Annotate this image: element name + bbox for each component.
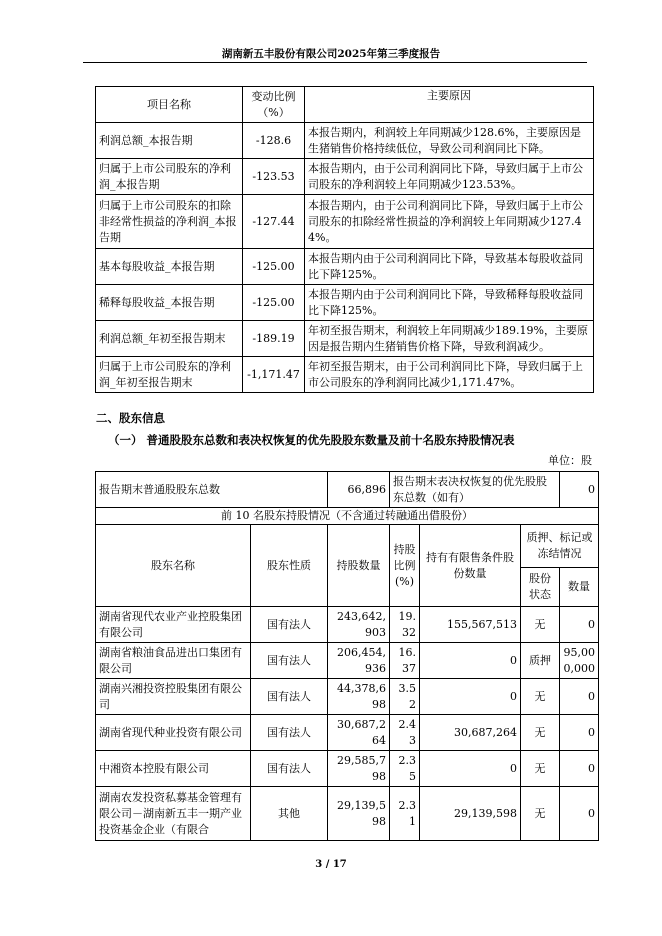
shareholder-nature: 国有法人 xyxy=(251,643,328,679)
pledge-quantity: 0 xyxy=(560,679,599,715)
share-status: 无 xyxy=(521,607,560,643)
change-ratio: -189.19 xyxy=(243,321,305,357)
shareholder-name: 湖南省现代种业投资有限公司 xyxy=(96,715,251,751)
header-shareholder-name: 股东名称 xyxy=(96,525,251,607)
header-share-percent: 持股比例(%) xyxy=(390,525,420,607)
shareholder-name: 湖南农发投资私募基金管理有限公司－湖南新五丰一期产业投资基金企业（有限合 xyxy=(96,787,251,841)
header-rule xyxy=(83,62,587,63)
section-title: 二、股东信息 xyxy=(96,411,165,425)
pledge-quantity: 0 xyxy=(560,751,599,787)
share-percent: 19.32 xyxy=(390,607,420,643)
shareholder-nature: 国有法人 xyxy=(251,607,328,643)
table-row xyxy=(96,357,594,393)
shareholder-table xyxy=(95,471,599,841)
table-row xyxy=(96,751,599,787)
shareholder-nature: 国有法人 xyxy=(251,679,328,715)
page-number: 3 / 17 xyxy=(315,859,347,870)
share-count: 44,378,698 xyxy=(328,679,390,715)
table-row xyxy=(96,123,594,159)
change-ratio: -125.00 xyxy=(243,285,305,321)
header-restricted-shares: 持有有限售条件股份数量 xyxy=(420,525,521,607)
header-share-count: 持股数量 xyxy=(328,525,390,607)
header-shareholder-nature: 股东性质 xyxy=(251,525,328,607)
share-status: 无 xyxy=(521,715,560,751)
change-ratio: -125.00 xyxy=(243,249,305,285)
share-count: 206,454,936 xyxy=(328,643,390,679)
share-percent: 2.31 xyxy=(390,787,420,841)
share-status: 无 xyxy=(521,787,560,841)
share-status: 无 xyxy=(521,679,560,715)
table-row xyxy=(96,249,594,285)
table-row xyxy=(96,285,594,321)
table-row xyxy=(96,195,594,249)
header-item-name: 项目名称 xyxy=(96,87,243,123)
share-count: 29,139,598 xyxy=(328,787,390,841)
restricted-shares: 0 xyxy=(420,679,521,715)
table-row xyxy=(96,715,599,751)
total-shareholders-label: 报告期末普通股股东总数 xyxy=(96,472,328,508)
item-name: 利润总额_年初至报告期末 xyxy=(96,321,243,357)
shareholder-name: 湖南省粮油食品进出口集团有限公司 xyxy=(96,643,251,679)
restricted-shares: 0 xyxy=(420,643,521,679)
shareholder-name: 湖南兴湘投资控股集团有限公司 xyxy=(96,679,251,715)
shareholder-name: 中湘资本控股有限公司 xyxy=(96,751,251,787)
share-status: 无 xyxy=(521,751,560,787)
restricted-shares: 155,567,513 xyxy=(420,607,521,643)
share-count: 29,585,798 xyxy=(328,751,390,787)
main-reason: 年初至报告期末，利润较上年同期减少189.19%，主要原因是报告期内生猪销售价格下降，导致利润减少。 xyxy=(305,321,594,357)
header-share-status: 股份状态 xyxy=(521,568,560,607)
main-reason: 本报告期内，利润较上年同期减少128.6%，主要原因是生猪销售价格持续低位，导致公司利润同比下降。 xyxy=(305,123,594,159)
shareholder-nature: 其他 xyxy=(251,787,328,841)
report-header-title: 湖南新五丰股份有限公司2025年第三季度报告 xyxy=(221,48,441,60)
change-ratio-table xyxy=(95,86,594,393)
item-name: 归属于上市公司股东的净利润_年初至报告期末 xyxy=(96,357,243,393)
restricted-shares: 30,687,264 xyxy=(420,715,521,751)
pledge-quantity: 0 xyxy=(560,715,599,751)
restricted-shares: 29,139,598 xyxy=(420,787,521,841)
main-reason: 本报告期内，由于公司利润同比下降，导致归属于上市公司股东的扣除经常性损益的净利润较上年同期减少127.44%。 xyxy=(305,195,594,249)
table-row xyxy=(96,679,599,715)
restricted-shares: 0 xyxy=(420,751,521,787)
pledge-quantity: 0 xyxy=(560,607,599,643)
main-reason: 本报告期内，由于公司利润同比下降，导致归属于上市公司股东的净利润较上年同期减少123.53%。 xyxy=(305,159,594,195)
unit-label: 单位：股 xyxy=(548,454,592,467)
table-row xyxy=(96,607,599,643)
header-main-reason: 主要原因 xyxy=(305,87,594,123)
share-count: 30,687,264 xyxy=(328,715,390,751)
share-status: 质押 xyxy=(521,643,560,679)
header-pledge-status: 质押、标记或冻结情况 xyxy=(521,525,599,568)
pledge-quantity: 95,000,000 xyxy=(560,643,599,679)
pledge-quantity: 0 xyxy=(560,787,599,841)
item-name: 基本每股收益_本报告期 xyxy=(96,249,243,285)
table-row xyxy=(96,787,599,841)
item-name: 归属于上市公司股东的扣除非经常性损益的净利润_本报告期 xyxy=(96,195,243,249)
item-name: 利润总额_本报告期 xyxy=(96,123,243,159)
change-ratio: -128.6 xyxy=(243,123,305,159)
subsection-title: （一） 普通股股东总数和表决权恢复的优先股股东数量及前十名股东持股情况表 xyxy=(108,433,515,447)
main-reason: 年初至报告期末，由于公司利润同比下降，导致归属于上市公司股东的净利润同比减少1,171.47%。 xyxy=(305,357,594,393)
shareholder-name: 湖南省现代农业产业控股集团有限公司 xyxy=(96,607,251,643)
header-change-ratio: 变动比例（%） xyxy=(243,87,305,123)
table-row xyxy=(96,159,594,195)
main-reason: 本报告期内由于公司利润同比下降，导致基本每股收益同比下降125%。 xyxy=(305,249,594,285)
share-percent: 3.52 xyxy=(390,679,420,715)
item-name: 归属于上市公司股东的净利润_本报告期 xyxy=(96,159,243,195)
share-count: 243,642,903 xyxy=(328,607,390,643)
main-reason: 本报告期内由于公司利润同比下降，导致稀释每股收益同比下降125%。 xyxy=(305,285,594,321)
item-name: 稀释每股收益_本报告期 xyxy=(96,285,243,321)
preferred-shareholders-label: 报告期末表决权恢复的优先股股东总数（如有） xyxy=(390,472,560,508)
change-ratio: -127.44 xyxy=(243,195,305,249)
share-percent: 2.43 xyxy=(390,715,420,751)
share-percent: 16.37 xyxy=(390,643,420,679)
total-shareholders-value: 66,896 xyxy=(328,472,390,508)
preferred-shareholders-value: 0 xyxy=(560,472,599,508)
share-percent: 2.35 xyxy=(390,751,420,787)
change-ratio: -1,171.47 xyxy=(243,357,305,393)
top10-caption: 前 10 名股东持股情况（不含通过转融通出借股份） xyxy=(96,508,599,525)
shareholder-nature: 国有法人 xyxy=(251,715,328,751)
header-quantity: 数量 xyxy=(560,568,599,607)
change-ratio: -123.53 xyxy=(243,159,305,195)
table-row xyxy=(96,643,599,679)
table-row xyxy=(96,321,594,357)
shareholder-nature: 国有法人 xyxy=(251,751,328,787)
